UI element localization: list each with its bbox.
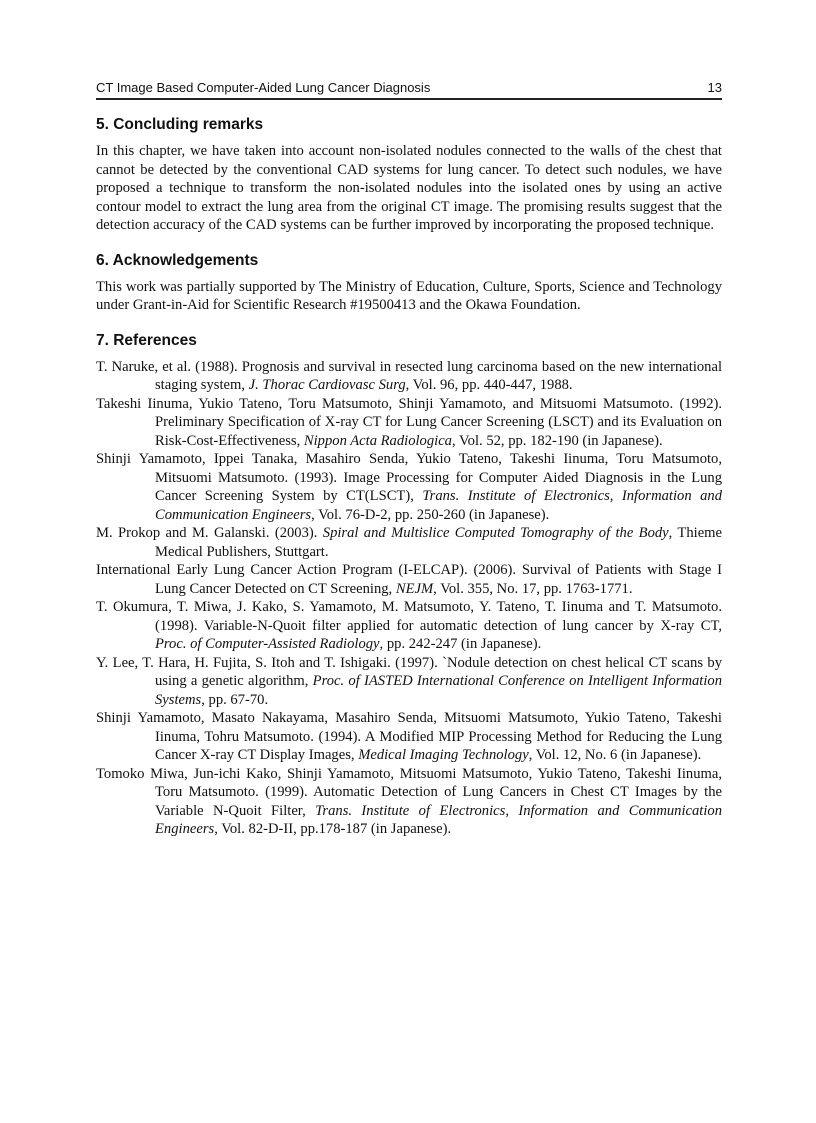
reference-source: Proc. of Computer-Assisted Radiology — [155, 636, 380, 652]
reference-text: , Thieme Medical Publishers, Stuttgart. — [155, 525, 722, 560]
reference-text: Tomoko Miwa, Jun-ichi Kako, Shinji Yamamoto, Mitsuomi Matsumoto, Yukio Tateno, Takeshi Iinuma, Toru Matsumoto. (1999). Automatic Detection of Lung Cancers in Chest CT Images by the Variable N-Quoit Filter, — [96, 765, 722, 819]
reference-text: Takeshi Iinuma, Yukio Tateno, Toru Matsumoto, Shinji Yamamoto, and Mitsuomi Matsumoto. (1992). Preliminary Specification of X-ray CT for Lung Cancer Screening (LSCT) and its Evaluation on Risk-Cost-Effectiveness, — [96, 395, 722, 449]
reference-text: , Vol. 76-D-2, pp. 250-260 (in Japanese). — [311, 506, 550, 523]
reference-text: M. Prokop and M. Galanski. (2003). — [96, 525, 323, 541]
reference-text: , pp. 67-70. — [201, 691, 269, 708]
reference-source: Trans. Institute of Electronics, Information and Communication Engineers — [155, 802, 722, 837]
reference-item — [96, 358, 722, 395]
page — [96, 80, 722, 839]
reference-item — [96, 765, 722, 839]
reference-source: Spiral and Multislice Computed Tomography of the Body — [322, 525, 669, 541]
reference-text: T. Okumura, T. Miwa, J. Kako, S. Yamamoto, M. Matsumoto, Y. Tateno, T. Iinuma and T. Matsumoto. (1998). Variable-N-Quoit filter applied for automatic detection of lung cancer by X-ray CT, — [96, 599, 722, 634]
reference-text: , Vol. 96, pp. 440-447, 1988. — [405, 377, 573, 393]
concluding-paragraph: In this chapter, we have taken into account non-isolated nodules connected to the walls of the chest that cannot be detected by the conventional CAD systems for lung cancer. To detect such nodules, we have proposed a technique to transform the non-isolated nodules into the isolated ones by using an active contour model to extract the lung area from the original CT image. The promising results suggest that the detection accuracy of the CAD systems can be further improved by incorporating the proposed technique. — [96, 143, 722, 233]
reference-text: T. Naruke, et al. (1988). Prognosis and survival in resected lung carcinoma based on the new international staging system, — [96, 358, 722, 393]
reference-source: J. Thorac Cardiovasc Surg — [248, 377, 406, 393]
section-heading-acknowledgements: 6. Acknowledgements — [96, 251, 259, 269]
reference-item — [96, 395, 722, 451]
reference-text: Shinji Yamamoto, Masato Nakayama, Masahiro Senda, Mitsuomi Matsumoto, Yukio Tateno, Takeshi Iinuma, Tohru Matsumoto. (1994). A Modified MIP Processing Method for Reducing the Lung Cancer X-ray CT Display Images, — [96, 710, 722, 763]
reference-source: Medical Imaging Technology — [358, 747, 529, 763]
reference-list — [96, 358, 722, 839]
reference-text: Y. Lee, T. Hara, H. Fujita, S. Itoh and T. Ishigaki. (1997). `Nodule detection on chest helical CT scans by using a genetic algorithm, — [96, 654, 722, 689]
reference-source: NEJM — [395, 580, 434, 597]
reference-source: Proc. of IASTED International Conference on Intelligent Information Systems — [155, 673, 722, 708]
reference-item — [96, 450, 722, 524]
section-heading-concluding: 5. Concluding remarks — [96, 116, 264, 133]
reference-item — [96, 709, 722, 765]
reference-source: Nippon Acta Radiologica — [303, 432, 452, 449]
reference-text: , Vol. 12, No. 6 (in Japanese). — [528, 747, 702, 763]
reference-item — [96, 654, 722, 710]
reference-item — [96, 561, 722, 598]
reference-text: , Vol. 82-D-II, pp.178-187 (in Japanese). — [214, 821, 452, 837]
reference-text: , pp. 242-247 (in Japanese). — [379, 636, 542, 652]
reference-text: , Vol. 355, No. 17, pp. 1763-1771. — [433, 580, 633, 597]
reference-item — [96, 524, 722, 561]
running-title: CT Image Based Computer-Aided Lung Cancer Diagnosis — [96, 80, 431, 95]
reference-text: Shinji Yamamoto, Ippei Tanaka, Masahiro Senda, Yukio Tateno, Takeshi Iinuma, Toru Matsumoto, Mitsuomi Matsumoto. (1993). Image Processing for Computer Aided Diagnosis in the Lung Cancer Screening System by CT(LSCT), — [96, 451, 722, 504]
reference-text: International Early Lung Cancer Action Program (I-ELCAP). (2006). Survival of Patients with Stage I Lung Cancer Detected on CT Screening, — [96, 562, 722, 597]
reference-item — [96, 598, 722, 654]
reference-source: Trans. Institute of Electronics, Information and Communication Engineers — [155, 488, 722, 523]
acknowledgements-paragraph: This work was partially supported by The Ministry of Education, Culture, Sports, Science and Technology under Grant-in-Aid for Scientific Research #19500413 and the Okawa Foundation. — [96, 278, 722, 313]
reference-text: , Vol. 52, pp. 182-190 (in Japanese). — [451, 432, 663, 449]
section-heading-references: 7. References — [96, 331, 197, 349]
running-header — [96, 80, 722, 100]
page-number: 13 — [707, 80, 722, 95]
